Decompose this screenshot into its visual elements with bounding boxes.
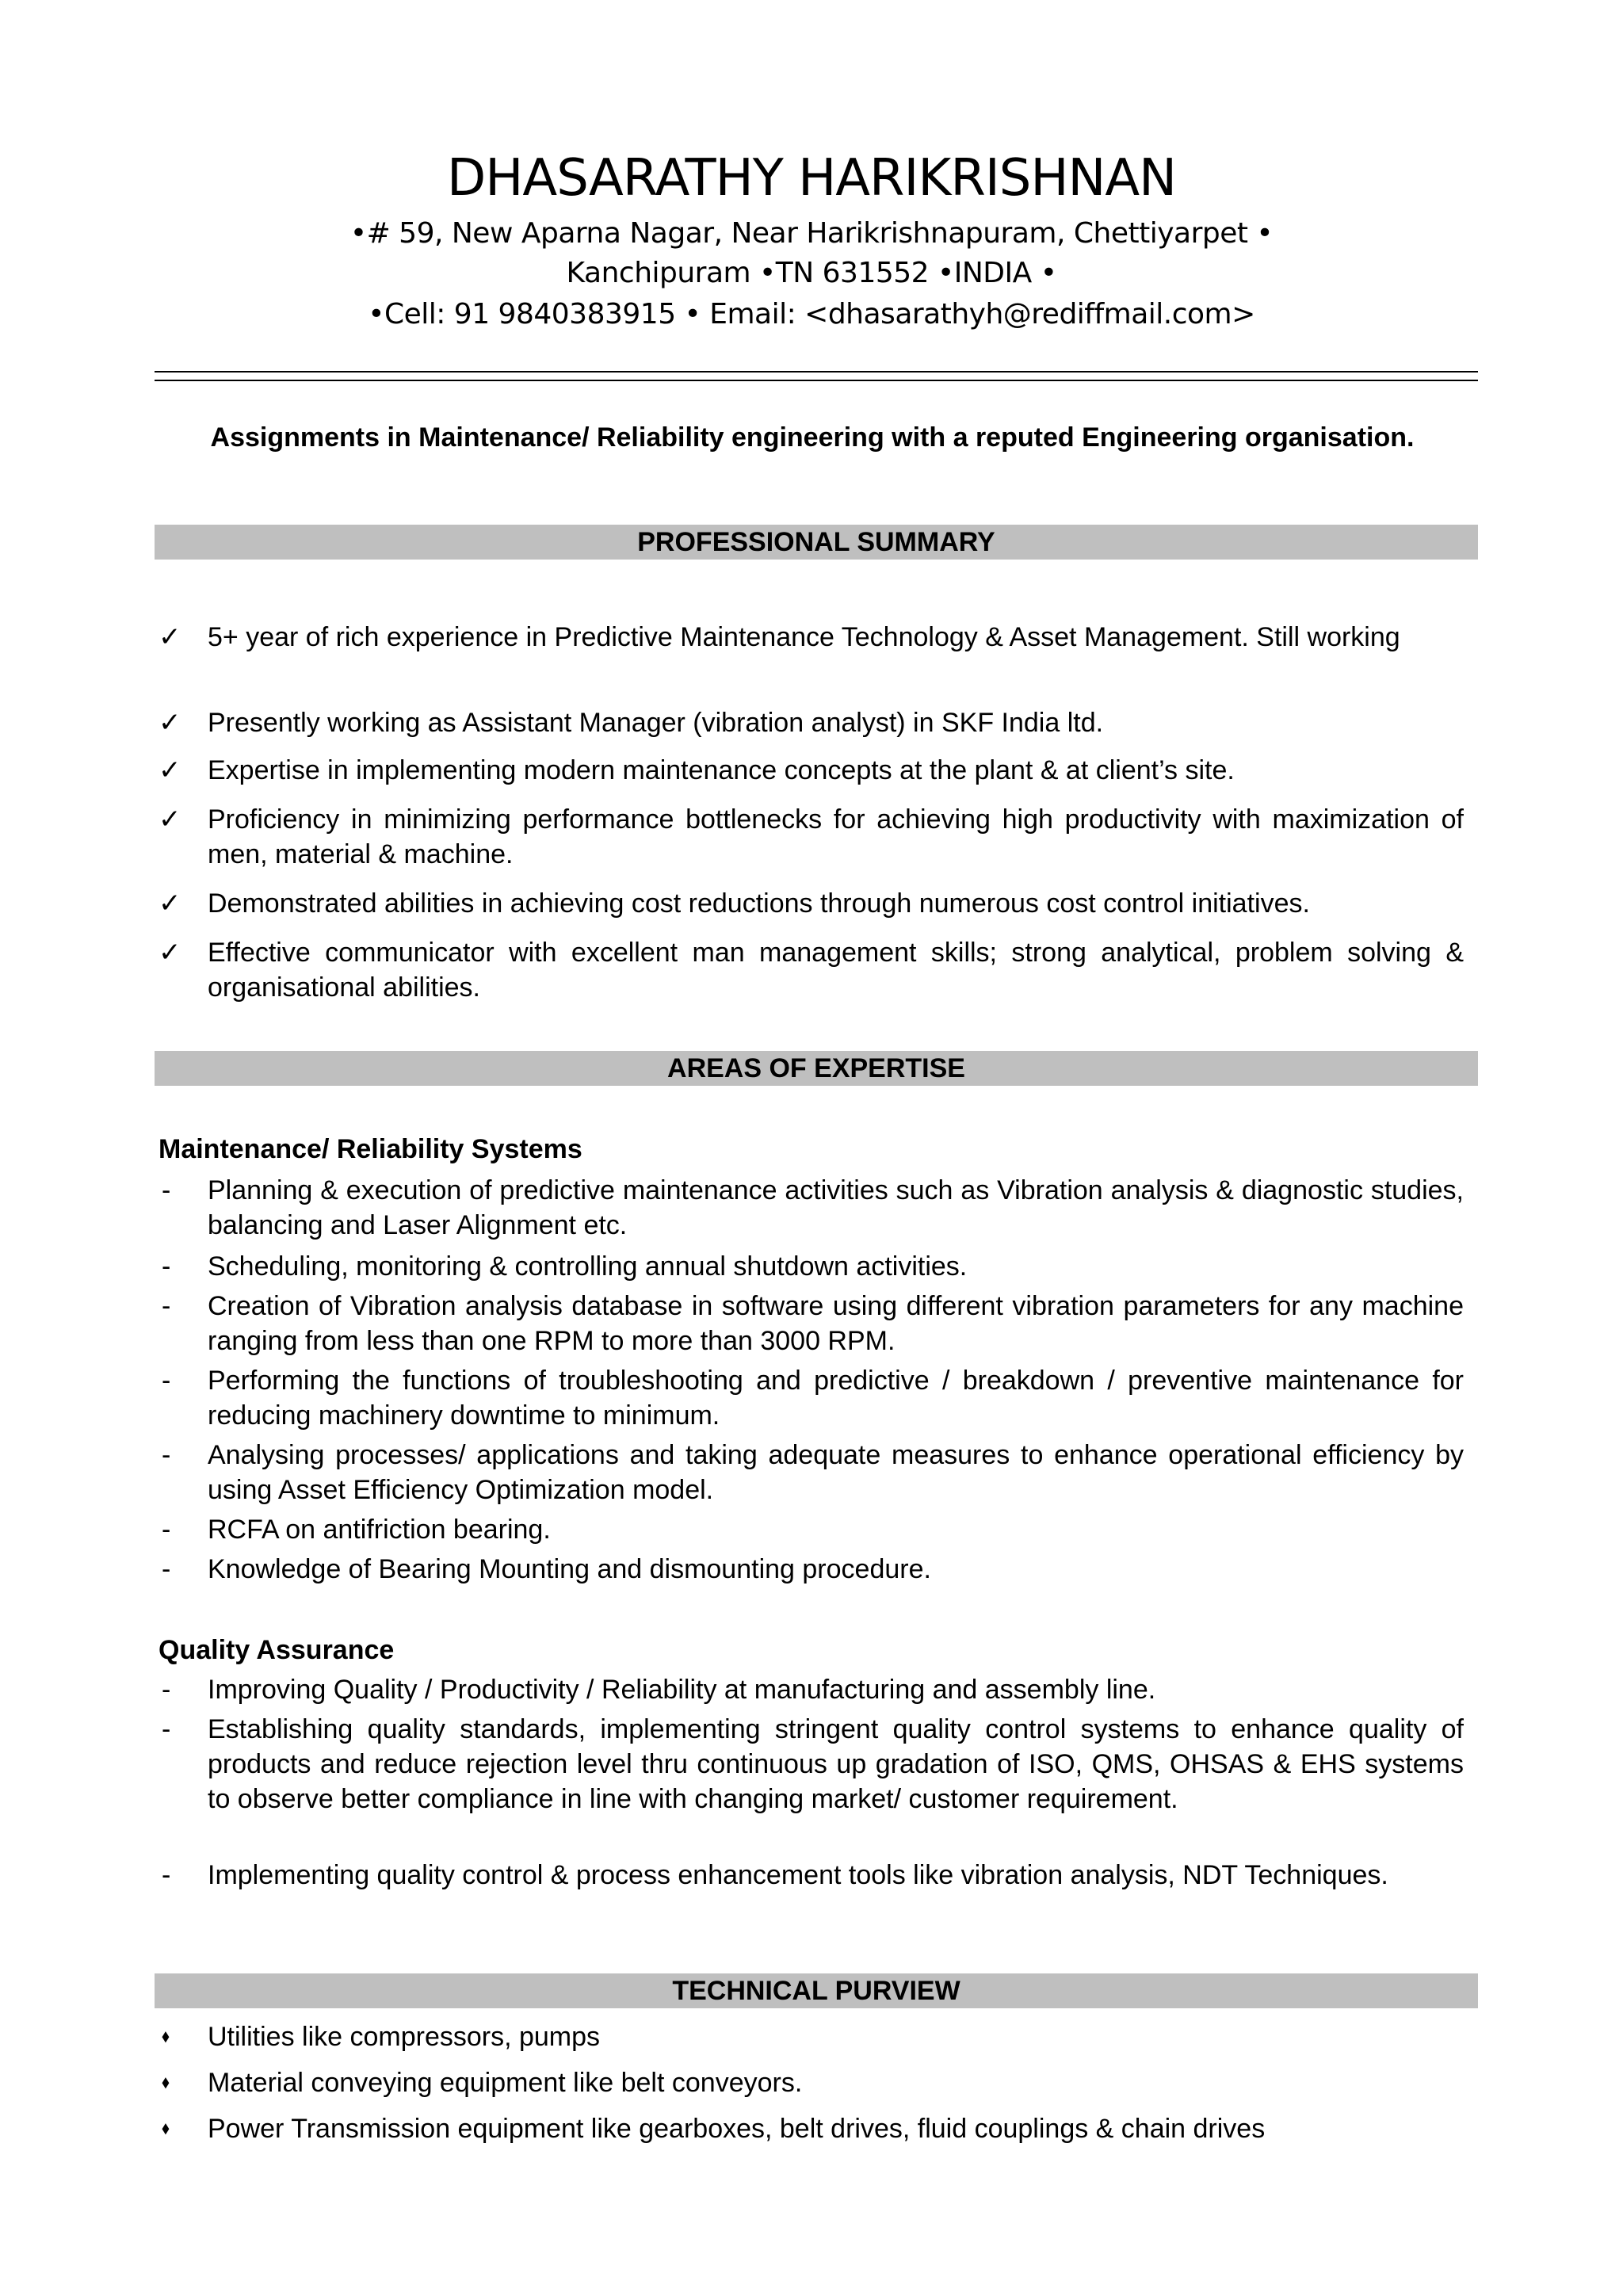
summary-item-text: Demonstrated abilities in achieving cost reductions through numerous cost control initiatives.: [208, 888, 1310, 919]
dash-marker: -: [162, 1714, 171, 1744]
dash-marker: -: [162, 1515, 171, 1545]
dash-marker: -: [162, 1291, 171, 1321]
purview-item-text: Material conveying equipment like belt conveyors.: [208, 2068, 803, 2098]
expertise-item-text: Performing the functions of troubleshooting and predictive / breakdown / preventive maintenance for reducing machinery downtime to minimum.: [208, 1366, 1464, 1431]
quality-item-text: Establishing quality standards, implementing stringent quality control systems to enhance quality of products and reduce rejection level thru continuous up gradation of ISO, QMS, OHSAS & EHS systems to observe better compliance in line with changing market/ customer requirement.: [208, 1714, 1464, 1814]
dash-marker: -: [162, 1554, 171, 1584]
purview-item-text: Power Transmission equipment like gearboxes, belt drives, fluid couplings & chain drives: [208, 2114, 1266, 2144]
address-line-1: •# 59, New Aparna Nagar, Near Harikrishnapuram, Chettiyarpet •: [349, 217, 1274, 250]
dash-marker: -: [162, 1860, 171, 1890]
summary-item: [158, 705, 1464, 740]
dash-marker: -: [162, 1440, 171, 1470]
quality-item: [162, 1672, 1464, 1707]
subheading-maintenance: Maintenance/ Reliability Systems: [158, 1134, 582, 1164]
summary-item: [158, 802, 1464, 872]
quality-item-text: Implementing quality control & process enhancement tools like vibration analysis, NDT Techniques.: [208, 1860, 1388, 1890]
header-divider-bottom: [155, 380, 1478, 381]
check-icon: ✓: [158, 804, 181, 835]
purview-item: [162, 2019, 1464, 2054]
summary-item: [158, 886, 1464, 921]
quality-item-text: Improving Quality / Productivity / Reliability at manufacturing and assembly line.: [208, 1675, 1156, 1705]
expertise-item-text: Knowledge of Bearing Mounting and dismounting procedure.: [208, 1554, 931, 1584]
quality-item: [162, 1712, 1464, 1817]
expertise-item: [162, 1438, 1464, 1507]
diamond-bullet-icon: ⬧: [162, 2027, 170, 2046]
expertise-item-text: Analysing processes/ applications and taking adequate measures to enhance operational efficiency by using Asset Efficiency Optimization model.: [208, 1440, 1464, 1505]
expertise-item: [162, 1363, 1464, 1433]
summary-item-text: Presently working as Assistant Manager (vibration analyst) in SKF India ltd.: [208, 708, 1104, 738]
career-objective: Assignments in Maintenance/ Reliability engineering with a reputed Engineering organisation.: [210, 422, 1415, 453]
purview-item: [162, 2065, 1464, 2100]
expertise-item: [162, 1289, 1464, 1358]
summary-item-text: Proficiency in minimizing performance bottlenecks for achieving high productivity with maximization of men, material & machine.: [208, 804, 1464, 869]
summary-item: [158, 753, 1464, 788]
expertise-item: [162, 1512, 1464, 1547]
purview-item: [162, 2111, 1464, 2146]
dash-marker: -: [162, 1675, 171, 1705]
subheading-quality-assurance: Quality Assurance: [158, 1635, 395, 1665]
expertise-item: [162, 1173, 1464, 1243]
dash-marker: -: [162, 1366, 171, 1396]
address-line-2: Kanchipuram •TN 631552 •INDIA •: [566, 257, 1057, 289]
summary-item: [158, 620, 1464, 655]
contact-line: •Cell: 91 9840383915 • Email: <dhasarathyh@rediffmail.com>: [368, 298, 1255, 330]
check-icon: ✓: [158, 888, 181, 919]
section-heading-professional-summary: PROFESSIONAL SUMMARY: [155, 525, 1478, 560]
candidate-name: DHASARATHY HARIKRISHNAN: [447, 149, 1176, 208]
expertise-item-text: Creation of Vibration analysis database in software using different vibration parameters for any machine ranging from less than one RPM to more than 3000 RPM.: [208, 1291, 1464, 1356]
summary-item-text: Effective communicator with excellent man management skills; strong analytical, problem solving & organisational abilities.: [208, 938, 1464, 1003]
check-icon: ✓: [158, 621, 181, 653]
diamond-bullet-icon: ⬧: [162, 2073, 170, 2092]
summary-item-text: Expertise in implementing modern maintenance concepts at the plant & at client’s site.: [208, 755, 1235, 785]
summary-item: [158, 935, 1464, 1005]
header-divider-top: [155, 371, 1478, 372]
section-heading-technical-purview: TECHNICAL PURVIEW: [155, 1973, 1478, 2008]
expertise-item-text: RCFA on antifriction bearing.: [208, 1515, 551, 1545]
diamond-bullet-icon: ⬧: [162, 2118, 170, 2138]
expertise-item: [162, 1249, 1464, 1284]
check-icon: ✓: [158, 755, 181, 786]
expertise-item: [162, 1552, 1464, 1587]
summary-item-text: 5+ year of rich experience in Predictive Maintenance Technology & Asset Management. Still working: [208, 622, 1400, 652]
check-icon: ✓: [158, 707, 181, 739]
dash-marker: -: [162, 1175, 171, 1205]
dash-marker: -: [162, 1251, 171, 1282]
quality-item: [162, 1858, 1464, 1893]
section-heading-areas-of-expertise: AREAS OF EXPERTISE: [155, 1051, 1478, 1086]
expertise-item-text: Planning & execution of predictive maintenance activities such as Vibration analysis & diagnostic studies, balancing and Laser Alignment etc.: [208, 1175, 1464, 1240]
check-icon: ✓: [158, 937, 181, 968]
expertise-item-text: Scheduling, monitoring & controlling annual shutdown activities.: [208, 1251, 968, 1282]
purview-item-text: Utilities like compressors, pumps: [208, 2022, 601, 2052]
